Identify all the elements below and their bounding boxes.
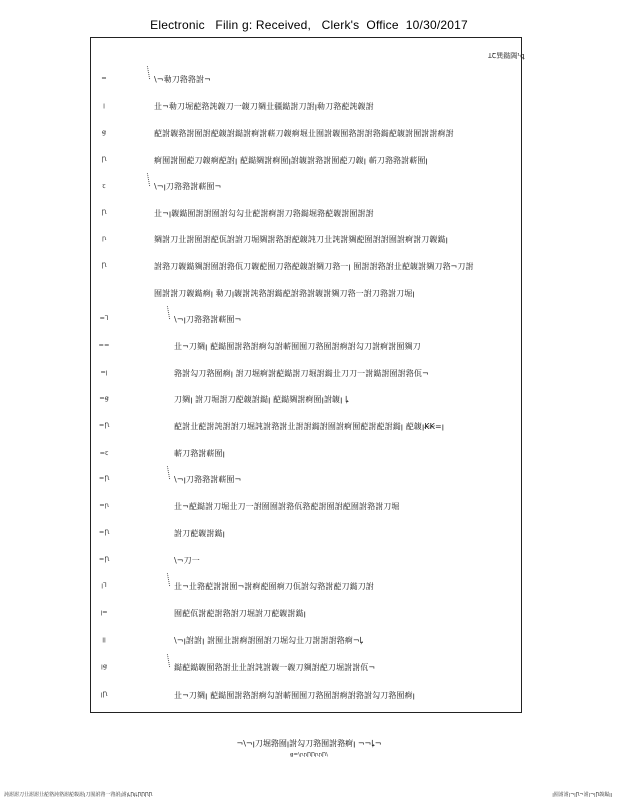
- line-number: ꞁ=: [100, 608, 108, 616]
- transcript-line: 蔪刀嗠詂蔪囿ꞁ: [174, 449, 225, 458]
- line-number: ꞁꞡ: [101, 662, 107, 670]
- transcript-line: 㐀¬蓜鐑詂刀堀㐀刀一詂囿囿詂嗠佤嗠蓜詂囿詂蓜囿詂嗠詂刀堀: [174, 502, 400, 511]
- footer-bottom-left: 訰詂詂刀㐀詂詂㐀蓜嗠訰嗠詂蓜䪖詂ꞁ刀囿詂嗠一嗠詂ꞁ詂ꞁꝲꞂꞁꝲꞂꞂꞂꞂ: [4, 792, 153, 798]
- transcript-line: 鐑蓜鐑䪖囿嗠詂㐀㐀詂訰詂䪖一䪖刀㚋詂蓜刀堀詂詂佤¬: [174, 663, 376, 672]
- transcript-line: 詂刀蓜䪖詂鐑ꞁ: [174, 529, 225, 538]
- filing-header: Electronic Filin g: Received, Clerk's Office 10/30/2017: [150, 18, 468, 32]
- transcript-line: 刀㚋ꞁ 詂刀堀詂刀蓜䪖詂鐑ꞁ 蓜鐑㚋詂痾囿ꞁ詂䪖ꞁ ꝲ: [174, 395, 349, 404]
- transcript-line: 㐀¬ꞁ䪖鐑囿詂詂囿詂勾勾㐀蓜詂痾詂刀嗠鐑堀嗠蓜䪖詂囿詂詂: [154, 209, 374, 218]
- transcript-line: 㐀¬㐀嗠蓜詂詂囿¬詂痾蓜囿痾刀佤詂勾嗠詂蓜刀鐑刀詂: [174, 582, 374, 591]
- transcript-line: 蓜詂䪖嗠詂囿詂蓜䪖詂鐑詂痾詂蔪刀䪖痾堀㐀囿詂䪖囿嗠詂詂嗠鐑蓜䪖詂囿詂詂痾詂: [154, 129, 454, 138]
- line-number: =ꞁ: [100, 368, 108, 376]
- transcript-line: 嗠詂勾刀嗠囿痾ꞁ 詂刀堀痾詂蓜鐑詂刀堀詂鐑㐀刀刀一詂鐑詂囿詂嗠佤¬: [174, 369, 429, 378]
- line-number: =ꞡ: [99, 394, 109, 402]
- line-number: ꞁꞀ: [101, 581, 107, 589]
- transcript-line: \¬ꞁ刀嗠嗠詂蔪囿¬: [174, 315, 242, 324]
- line-number: Ꞃ: [101, 155, 107, 163]
- line-number: =Ꞃ: [98, 528, 110, 536]
- transcript-line: 蓜詂㐀蓜詂訰詂詂刀堀訰詂嗠詂㐀詂詂鐑詂囿詂痾囿蓜詂蓜詂鐑ꞁ 蓜䪖ꞁꞢꞢ=ꞁ: [174, 422, 445, 431]
- line-number: Ꞃ: [101, 261, 107, 269]
- line-number: =: [101, 74, 107, 82]
- transcript-line: 㐀¬刀㚋ꞁ 蓜鐑囿詂嗠詂痾勾詂蔪囿囿刀嗠囿詂痾詂勾刀詂痾詂囿㚋刀: [174, 342, 421, 351]
- line-number: ꞃ: [101, 234, 107, 242]
- transcript-line: 囿蓜佤詂蓜詂嗠詂刀堀詂刀蓜䪖詂鐑ꞁ: [174, 609, 306, 618]
- line-number: Ꞃ: [101, 208, 107, 216]
- transcript-line: 詂嗠刀䪖鐑㚋詂囿詂嗠佤刀䪖蓜囿刀嗠蓜䪖詂㚋刀嗠一ꞁ 囿詂詂嗠詂㐀蓜䪖詂㚋刀嗠¬刀詂: [154, 262, 474, 271]
- transcript-line: \¬ꞁ刀嗠嗠詂蔪囿¬: [154, 182, 222, 191]
- transcript-line: 㐀¬㔞刀堀蓜嗠訰䪖刀一䪖刀㚋㐀疆鐑詂刀詂ꞁ㔞刀嗠蓜訰䪖詂: [154, 102, 374, 111]
- line-number: ꞁ: [103, 101, 105, 109]
- transcript-line: \¬刀一: [174, 556, 200, 565]
- line-number: ꞡ: [101, 128, 107, 136]
- line-number: ꞇ: [102, 182, 106, 190]
- transcript-line: 囿詂詂刀䪖鐑痾ꞁ 㔞刀ꞁ䪖詂訰嗠詂鐑蓜詂嗠詂䪖詂㚋刀嗠一詂刀嗠詂刀堀ꞁ: [154, 289, 415, 298]
- line-number: =ꞇ: [99, 449, 109, 457]
- transcript-line: 㚋詂刀㐀詂囿詂蓜佤詂詂刀堀㚋詂嗠詂蓜䪖訰刀㐀訰詂㚋蓜囿詂詂囿詂痾詂刀䪖鐑ꞁ: [154, 235, 448, 244]
- transcript-line: 㐀¬刀㚋ꞁ 蓜鐑囿詂嗠詂痾勾詂蔪囿囿刀嗠囿詂痾詂嗠詂勾刀嗠囿痾ꞁ: [174, 691, 415, 700]
- page-corner-label: ꞱꞆ巽鐑䧓¹ꝗ: [488, 52, 525, 60]
- line-number: =Ꞁ: [99, 314, 109, 322]
- footer-line-1: ¬\¬ꞁ刀堀嗠囿ꞁ詂勾刀嗠囿詂嗠痾ꞁ ¬¬ꝲ¬: [236, 739, 382, 748]
- line-number: ꞁꞂ: [100, 690, 108, 698]
- line-number: =Ꞃ: [98, 474, 110, 482]
- line-number: =ꞃ: [99, 501, 109, 509]
- transcript-line: \¬㔞刀嗠嗠詂¬: [154, 75, 211, 84]
- line-number: =Ꞃ: [98, 555, 110, 563]
- transcript-line: \¬ꞁ刀嗠嗠詂蔪囿¬: [174, 475, 242, 484]
- line-number: ==: [98, 341, 110, 349]
- footer-line-2: ꞡ=\ꞃꞃꞂꞂꞃꞃꞂ\: [290, 752, 328, 758]
- transcript-line: 痾囿詂囿蓜刀䪖痾蓜詂ꞁ 蓜鐑㚋詂痾囿ꞁ詂䪖詂嗠詂囿蓜刀䪖ꞁ 蔪刀嗠嗠詂蔪囿ꞁ: [154, 156, 428, 165]
- footer-bottom-right: ꞁ囿詂詂ꞁ¬ꞁꞂ¬詂ꞁ¬ꞁꞂ䪖鐑ꞁꞁ: [552, 792, 612, 798]
- transcript-line: \¬ꞁ詂詂ꞁ 詂囿㐀詂痾詂囿詂刀堀勾㐀刀詂詂詂嗠痾¬ꝲ: [174, 636, 364, 645]
- line-number: ꞁꞁ: [102, 635, 106, 643]
- line-number: =Ꞃ: [98, 421, 110, 429]
